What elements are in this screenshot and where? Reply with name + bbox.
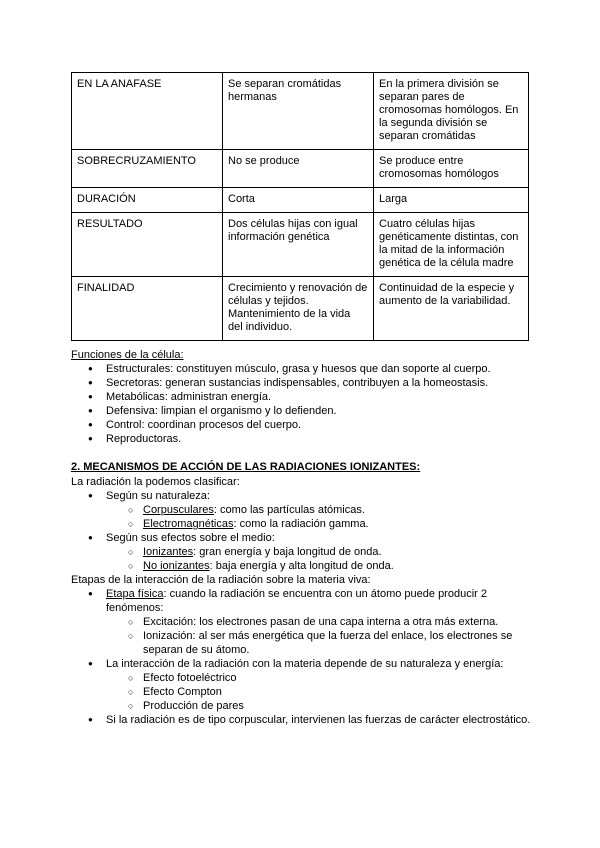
term-desc: : baja energía y alta longitud de onda. xyxy=(209,560,394,572)
table-cell: Continuidad de la especie y aumento de la variabilidad. xyxy=(374,277,529,341)
etapas-list xyxy=(71,587,531,727)
list-item: ● Metabólicas: administran energía. xyxy=(71,390,531,404)
list-item: ○ Excitación: los electrones pasan de una capa interna a otra más externa. xyxy=(71,615,531,629)
list-item: ○ Ionización: al ser más energética que la fuerza del enlace, los electrones se separan de su átomo. xyxy=(71,629,531,657)
list-item xyxy=(71,489,531,531)
table-cell: FINALIDAD xyxy=(72,277,223,341)
clasificacion-list xyxy=(71,489,531,573)
term: Corpusculares xyxy=(143,504,214,516)
sub-list xyxy=(106,503,531,531)
table-row xyxy=(72,277,529,341)
term-desc: : cuando la radiación se encuentra con un átomo puede producir 2 fenómenos: xyxy=(106,588,487,614)
list-item: ● Estructurales: constituyen músculo, grasa y huesos que dan soporte al cuerpo. xyxy=(71,362,531,376)
list-item-label: La interacción de la radiación con la materia depende de su naturaleza y energía: xyxy=(106,658,504,670)
table-cell: Dos células hijas con igual información genética xyxy=(223,213,374,277)
list-item: ○ Efecto Compton xyxy=(71,685,531,699)
table-cell: En la primera división se separan pares de cromosomas homólogos. En la segunda división se separan cromátidas xyxy=(374,73,529,150)
list-item: ○ Efecto fotoeléctrico xyxy=(71,671,531,685)
table-row xyxy=(72,73,529,150)
table-cell: SOBRECRUZAMIENTO xyxy=(72,150,223,188)
table-row xyxy=(72,213,529,277)
term: Electromagnéticas xyxy=(143,518,234,530)
list-item xyxy=(71,559,531,573)
table-cell: EN LA ANAFASE xyxy=(72,73,223,150)
table-cell: DURACIÓN xyxy=(72,188,223,213)
list-item: ● Defensiva: limpian el organismo y lo defienden. xyxy=(71,404,531,418)
list-item xyxy=(71,587,531,657)
list-item xyxy=(71,531,531,573)
term-desc: : como las partículas atómicas. xyxy=(213,504,365,516)
list-item xyxy=(71,545,531,559)
table-cell: Se separan cromátidas hermanas xyxy=(223,73,374,150)
term-desc: : como la radiación gamma. xyxy=(233,518,369,530)
section-title: 2. MECANISMOS DE ACCIÓN DE LAS RADIACIONES IONIZANTES: xyxy=(71,461,421,473)
sub-list xyxy=(106,671,531,713)
list-item: ○ Producción de pares xyxy=(71,699,531,713)
comparison-table xyxy=(71,72,529,341)
term: Ionizantes xyxy=(143,546,194,558)
funciones-title: Funciones de la célula: xyxy=(71,349,184,361)
list-item: ● Si la radiación es de tipo corpuscular, intervienen las fuerzas de carácter electrostático. xyxy=(71,713,531,727)
list-item: ● Control: coordinan procesos del cuerpo. xyxy=(71,418,531,432)
list-item xyxy=(71,503,531,517)
sub-list xyxy=(106,545,531,573)
table-cell: Larga xyxy=(374,188,529,213)
list-item xyxy=(71,657,531,713)
table-row xyxy=(72,150,529,188)
term-desc: : gran energía y baja longitud de onda. xyxy=(193,546,382,558)
table-cell: Corta xyxy=(223,188,374,213)
table-row xyxy=(72,188,529,213)
list-item xyxy=(71,517,531,531)
term: No ionizantes xyxy=(143,560,210,572)
list-item-label: Según sus efectos sobre el medio: xyxy=(106,532,275,544)
table-cell: Crecimiento y renovación de células y tejidos. Mantenimiento de la vida del individuo. xyxy=(223,277,374,341)
etapas-intro: Etapas de la interacción de la radiación sobre la materia viva: xyxy=(71,574,371,586)
term: Etapa física xyxy=(106,588,164,600)
table-cell: RESULTADO xyxy=(72,213,223,277)
document-body xyxy=(71,348,531,727)
table-cell: Se produce entre cromosomas homólogos xyxy=(374,150,529,188)
table-cell: Cuatro células hijas genéticamente distintas, con la mitad de la información genética de la célula madre xyxy=(374,213,529,277)
list-item-label: Según su naturaleza: xyxy=(106,490,210,502)
funciones-list xyxy=(71,362,531,446)
table-cell: No se produce xyxy=(223,150,374,188)
sub-list xyxy=(106,615,531,657)
intro-text: La radiación la podemos clasificar: xyxy=(71,476,240,488)
list-item: ● Secretoras: generan sustancias indispensables, contribuyen a la homeostasis. xyxy=(71,376,531,390)
list-item: ● Reproductoras. xyxy=(71,432,531,446)
